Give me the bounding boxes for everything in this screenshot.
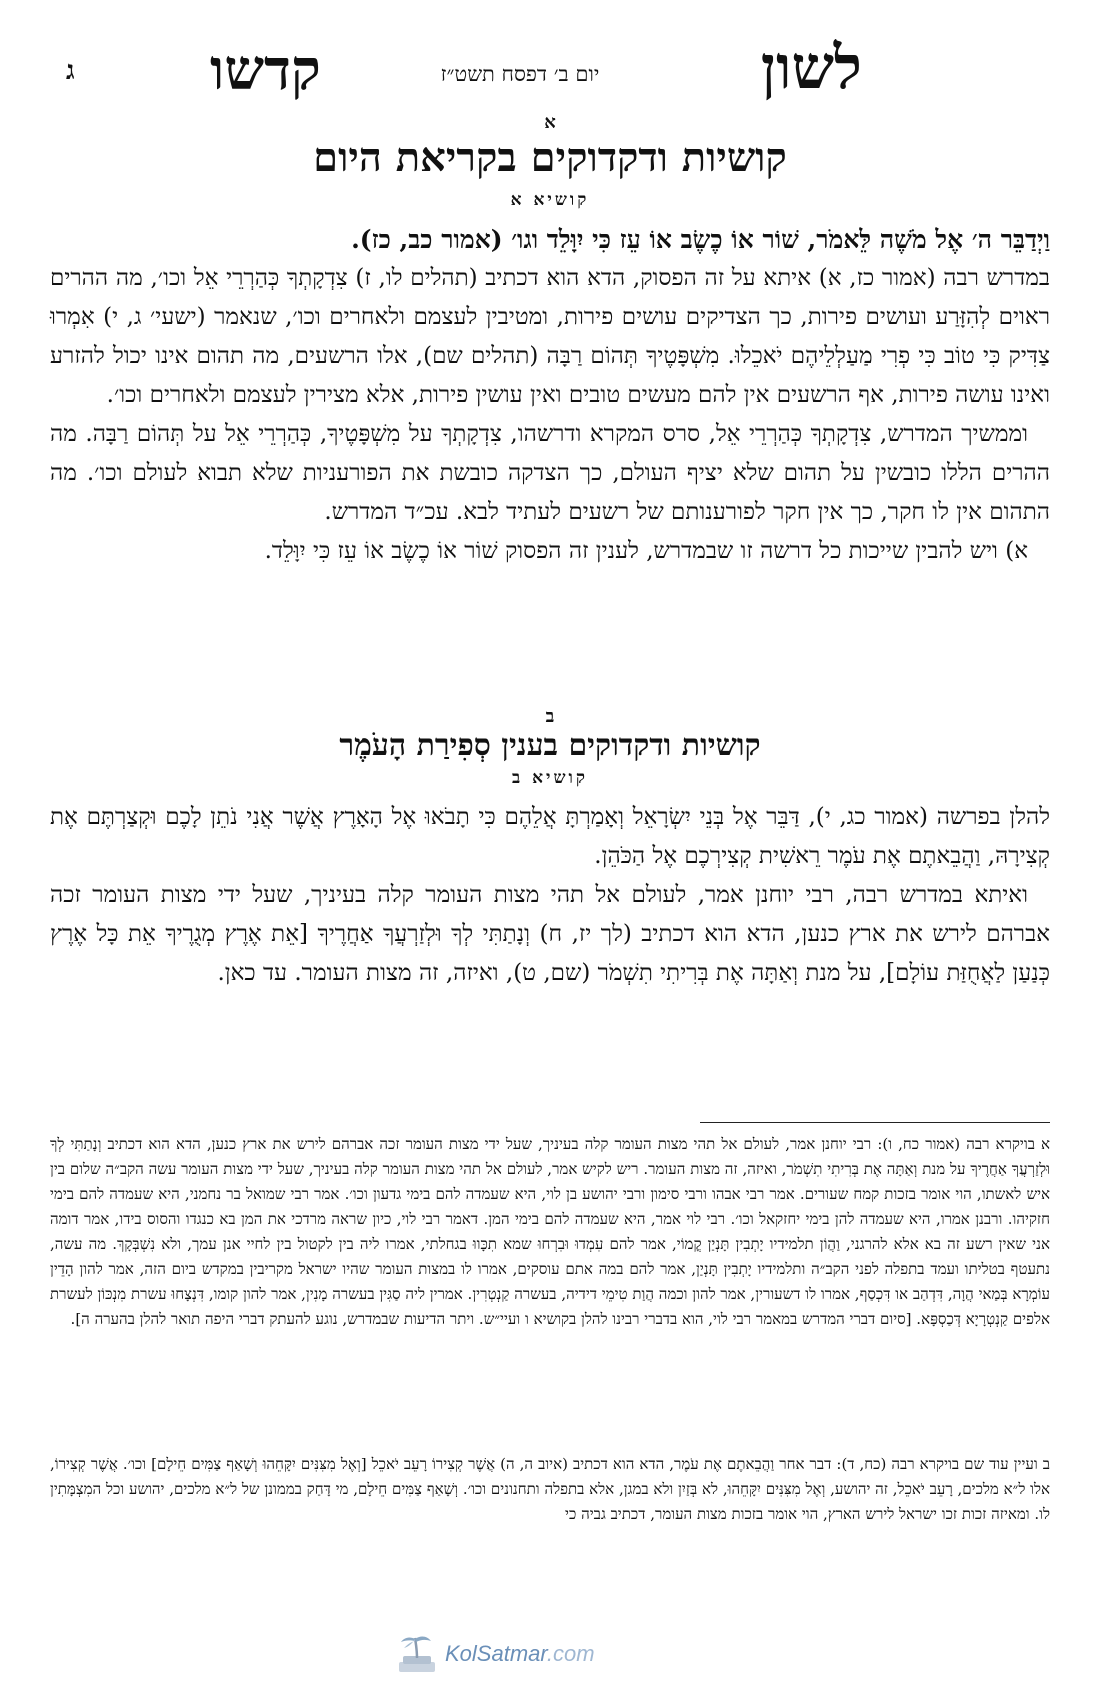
footnote-b: ב ועיין עוד שם בויקרא רבה (כח, ד): דבר אחר וַהֲבֵאתֶם אֶת עֹמֶר, הדא הוא דכתיב (איוב ה, ה) אֲשֶׁר קְצִירוֹ רָעֵב יֹאכֵל [וְאֶל מִצִּנִּים יִקָּחֵהוּ וְשָׁאַף צַמִּים חֵילָם] וכו׳. אֲשֶׁר קְצִירוֹ, אלו ל״א מלכים, רָעֵב יֹאכֵל, זה יהושע, וְאֶל מִצִּנִּים יִקָּחֵהוּ, לא בְּזַיִן ולא במגן, אלא בתפלה ותחנונים וכו׳. וְשָׁאַף צַמִּים חֵילָם, מי דָּחַק בממונן של ל״א מלכים, יהושע וכל המִצְמָּתִין לו. ומאיזה זכות זכו ישראל לירש הארץ, הוי אומר בזכות מצות העומר, דכתיב גביה כי xyxy=(50,1455,1050,1523)
section-b-paragraph-2: ואיתא במדרש רבה, רבי יוחנן אמר, לעולם אל תהי מצות העומר קלה בעיניך, שעל ידי מצות העומר זכה אברהם לירש את ארץ כנען, הדא הוא דכתיב (לך יז, ח) וְנָתַתִּי לְךָ וּלְזַרְעֲךָ אַחֲרֶיךָ [אֵת אֶרֶץ מְגֻרֶיךָ אֵת כָּל אֶרֶץ כְּנַעַן לַאֲחֻזַּת עוֹלָם], על מנת וְאַתָּה אֶת בְּרִיתִי תִשְׁמֹר (שם, ט), ואיזה, זה מצות העומר. עד כאן. xyxy=(50,882,1050,986)
section-b-body xyxy=(50,798,1050,993)
watermark-text xyxy=(445,1641,595,1667)
watermark-tld: .com xyxy=(546,1641,595,1666)
header-date: יום ב׳ דפסח תשט״ז xyxy=(440,62,600,86)
watermark xyxy=(395,1632,595,1676)
section-b-kushya-label: קושיא ב xyxy=(512,768,588,788)
section-a-paragraph-2: וממשיך המדרש, צִדְקָתְךָ כְּהַרְרֵי אֵל, סרס המקרא ודרשהו, צִדְקָתְךָ על מִשְׁפָּטֶיךָ, כְּהַרְרֵי אֵל על תְּהוֹם רַבָּה. מה ההרים הללו כובשין על תהום שלא יציף העולם, כך הצדקה כובשת את הפורעניות שלא תבוא לעולם וכו׳. מה התהום אין לו חקר, כך אין חקר לפורענותם של רשעים לעתיד לבא. עכ״ד המדרש. xyxy=(50,421,1050,525)
section-b-title: קושיות ודקדוקים בענין סְפִירַת הָעֹמֶר xyxy=(339,728,761,763)
header-title-left: קדשו xyxy=(210,37,321,103)
section-b-number: ב xyxy=(545,706,555,727)
watermark-brand: KolSatmar xyxy=(445,1641,547,1666)
section-a-kushya-label: קושיא א xyxy=(510,190,590,210)
section-a-number: א xyxy=(544,112,556,133)
palm-tree-logo-icon xyxy=(395,1632,439,1676)
footnote-a: א בויקרא רבה (אמור כח, ו): רבי יוחנן אמר, לעולם אל תהי מצות העומר קלה בעיניך, שעל ידי מצות העומר זכה אברהם לירש את ארץ כנען, הדא הוא דכתיב וְנָתַתִּי לְךָ וּלְזַרְעֲךָ אַחֲרֶיךָ על מנת וְאַתָּה אֶת בְּרִיתִי תִשְׁמֹר, ואיזה, זה מצות העומר. ריש לקיש אמר, לעולם אל תהי מצות העומר קלה בעיניך, שעל ידי מצות העומר עשה הקב״ה שלום בין איש לאשתו, הוי אומר בזכות קמח שעורים. אמר רבי אבהו ורבי סימון ורבי יהושע בן לוי, היא שעמדה להם בימי גדעון וכו׳. אמר רבי שמואל בר נחמני, היא שעמדה להם בימי חזקיהו. ורבנן אמרו, היא שעמדה להן בימי יחזקאל וכו׳. רבי לוי אמר, היא שעמדה להם בימי המן. דאמר רבי לוי, כיון שראה מרדכי את המן בא כנגדו והסוס בידו, אמר דומה אני שאין רשע זה בא אלא להרגני, וַהֲוֹן תלמידיו יָתְבִין תָּנְיַן קֳמוֹי, אמר להם עִמְדוּ וּבִרְחוּ שמא תִכָּווּ בגחלתי, אמרו ליה בין לקטול בין לחיי אנן עמך, ולא נִשְׁבְּקָךְ. מה עשה, נתעטף בטליתו ועמד בתפלה לפני הקב״ה ותלמידיו יָתְבִין תָּנְיַן, אמר להם במה אתם עוסקים, אמרו לו במצות העומר שהיו ישראל מקריבין במקדש ביום הזה, אמר להון הָדֵין עוֹמְרָא בְּמַאי הֲוָה, דִּדְהַב או דִּכְסַף, אמרו לו דשעורין, אמר להון וכמה הֲוַת טִימֵי דידיה, בעשרה קַנְטְרִין. אמרין ליה סַגִּין בעשרה מָנִין, אמר להון קומו, דִּנְצָחוּ עשרת מִנְכּוֹן לעשרת אלפים קַנְטְרָיָא דְּכַסְפָּא. [סיום דברי המדרש במאמר רבי לוי, הוא בדברי רבינו להלן בקושיא ו ועיי״ש. ויתר הדיעות שבמדרש, נוגע להעתק דברי היפה תואר להלן בהערה ה]. xyxy=(50,1135,1050,1328)
page-number: ג xyxy=(66,56,75,86)
section-a-paragraph-3: א) ויש להבין שייכות כל דרשה זו שבמדרש, לענין זה הפסוק שׁוֹר אוֹ כֶשֶׂב אוֹ עֵז כִּי יִוָּלֵד. xyxy=(264,538,1028,564)
section-a-verse: וַיְדַבֵּר ה׳ אֶל מֹשֶׁה לֵּאמֹר, שׁוֹר אוֹ כֶשֶׂב אוֹ עֵז כִּי יִוָּלֵד וגו׳ (אמור כב, כז). xyxy=(351,225,1050,254)
section-a-title: קושיות ודקדוקים בקריאת היום xyxy=(313,134,787,181)
section-a-paragraph-1: במדרש רבה (אמור כז, א) איתא על זה הפסוק, הדא הוא דכתיב (תהלים לו, ז) צִדְקָתְךָ כְּהַרְרֵי אֵל וכו׳, מה ההרים ראוים לְהִזָּרַע ועושים פירות, כך הצדיקים עושים פירות, ומטיבין לעצמם ולאחרים וכו׳, שנאמר (ישעי׳ ג, י) אִמְרוּ צַדִּיק כִּי טוֹב כִּי פְרִי מַעַלְלֵיהֶם יֹאכֵלוּ. מִשְׁפָּטֶיךָ תְּהוֹם רַבָּה (תהלים שם), אלו הרשעים, מה תהום אינו יכול להזרע ואינו עושה פירות, אף הרשעים אין להם מעשים טובים ואין עושין פירות, אלא מצירין לעצמם ולאחרים וכו׳. xyxy=(50,265,1050,408)
header-title-right: לשון xyxy=(760,33,862,103)
section-a-body xyxy=(50,220,1050,571)
footnote-divider xyxy=(700,1122,1050,1123)
section-b-paragraph-1: להלן בפרשה (אמור כג, י), דַּבֵּר אֶל בְּנֵי יִשְׂרָאֵל וְאָמַרְתָּ אֲלֵהֶם כִּי תָבֹאוּ אֶל הָאָרֶץ אֲשֶׁר אֲנִי נֹתֵן לָכֶם וּקְצַרְתֶּם אֶת קְצִירָהּ, וַהֲבֵאתֶם אֶת עֹמֶר רֵאשִׁית קְצִירְכֶם אֶל הַכֹּהֵן. xyxy=(50,804,1050,869)
